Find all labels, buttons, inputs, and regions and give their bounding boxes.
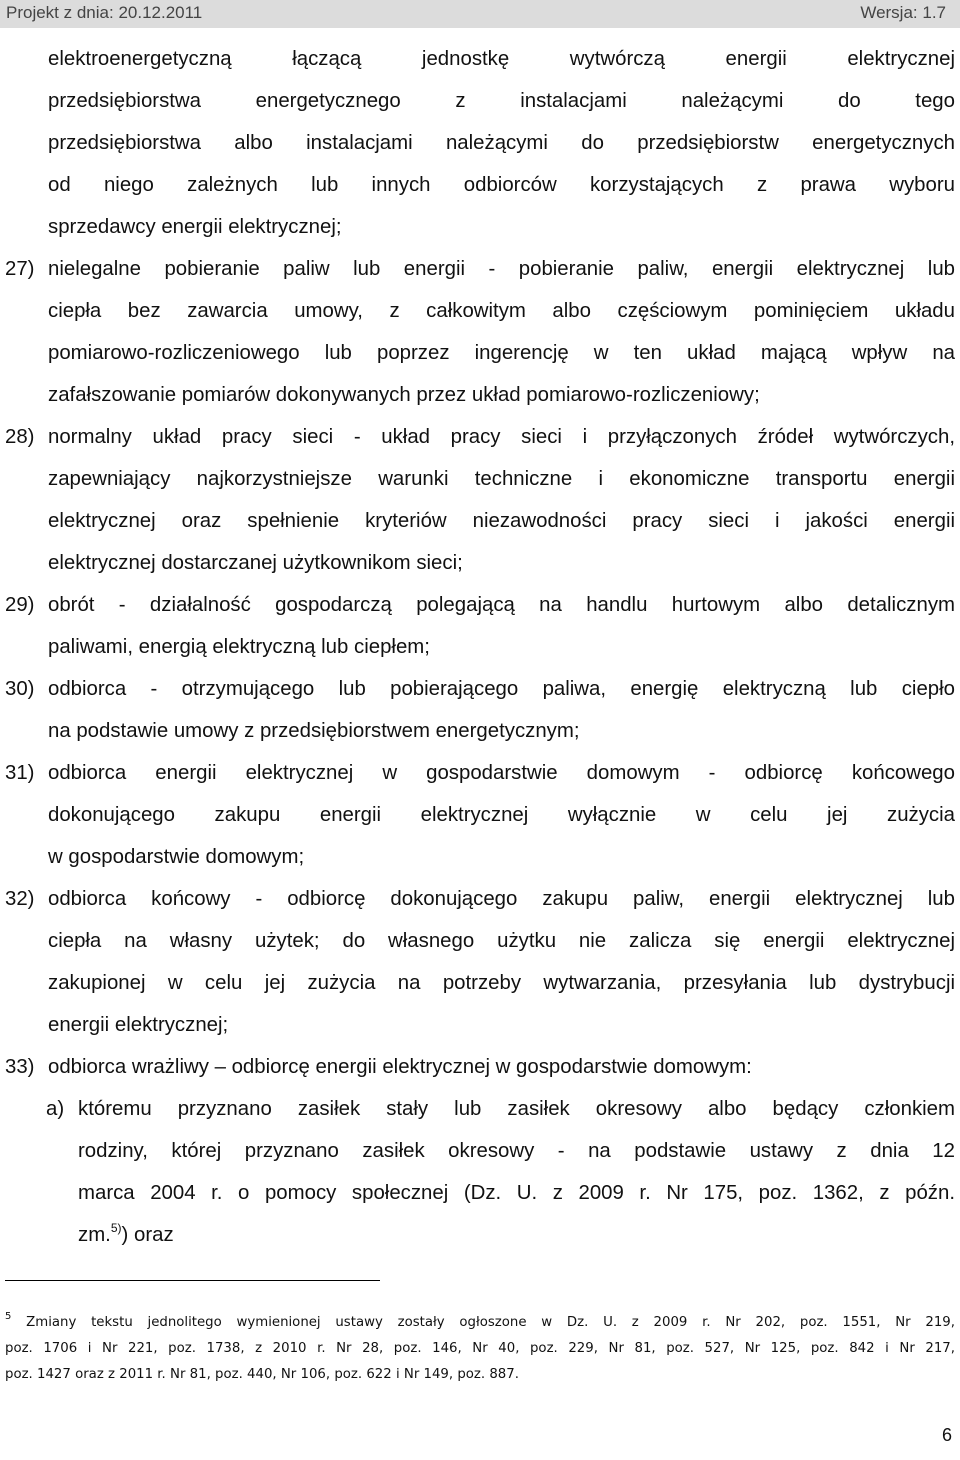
item-number: 33) [5,1056,35,1078]
definition-item-30: 30) odbiorca - otrzymującego lub pobierającego paliwa, energię elektryczną lub ciepło [0,668,960,710]
item-number: 32) [5,888,35,910]
text-line: zm.$^{5)}$) oraz [78,1221,174,1246]
footnote-separator [5,1280,380,1281]
footnote-marker: 5 [5,1311,12,1322]
header-version: Wersja: 1.7 [860,3,946,22]
definition-item-32: 32) odbiorca końcowy - odbiorcę dokonującego zakupu paliw, energii elektrycznej lub [0,878,960,920]
definition-item-28: 28) normalny układ pracy sieci - układ pracy sieci i przyłączonych źródeł wytwórczych, [0,416,960,458]
text-line: elektroenergetyczną łączącą jednostkę wytwórczą energii elektrycznej [48,48,955,70]
text-line: na podstawie umowy z przedsiębiorstwem energetycznym; [48,720,580,742]
item-number: 29) [5,594,35,616]
footnote-line: $^5$ Zmiany tekstu jednolitego wymienionej ustawy zostały ogłoszone w Dz. U. z 2009 r. Nr 202, poz. 1551, Nr 219, [5,1311,955,1330]
text-line: dokonującego zakupu energii elektrycznej wyłącznie w celu jej zużycia [48,804,955,826]
text-line: ciepła na własny użytek; do własnego użytku nie zalicza się energii elektrycznej [48,930,955,952]
text-line: elektrycznej dostarczanej użytkownikom sieci; [48,552,463,574]
text-line: sprzedawcy energii elektrycznej; [48,216,342,238]
document-body [0,38,960,1256]
footnote-line: poz. 1427 oraz z 2011 r. Nr 81, poz. 440, Nr 106, poz. 622 i Nr 149, poz. 887. [5,1367,519,1382]
item-number: 28) [5,426,35,448]
text-line: rodziny, której przyznano zasiłek okresowy - na podstawie ustawy z dnia 12 [78,1140,955,1162]
text-line: w gospodarstwie domowym; [48,846,305,868]
text-line: paliwami, energią elektryczną lub ciepłem; [48,636,430,658]
text-line: zapewniający najkorzystniejsze warunki techniczne i ekonomiczne transportu energii [48,468,955,490]
text-line: przedsiębiorstwa energetycznego z instalacjami należącymi do tego [48,90,955,112]
item-number: 27) [5,258,35,280]
header-project-date: Projekt z dnia: 20.12.2011 [6,3,203,22]
text-line: marca 2004 r. o pomocy społecznej (Dz. U. z 2009 r. Nr 175, poz. 1362, z późn. [78,1182,955,1204]
footnote-reference[interactable]: 5) [110,1221,122,1235]
subitem-a: a) któremu przyznano zasiłek stały lub zasiłek okresowy albo będący członkiem [0,1088,960,1130]
page-number: 6 [941,1425,952,1445]
item-number: 30) [5,678,35,700]
text-line: energii elektrycznej; [48,1014,229,1036]
item-number: 31) [5,762,35,784]
text-line: pomiarowo-rozliczeniowego lub poprzez ingerencję w ten układ mającą wpływ na [48,342,955,364]
page-header [0,0,960,28]
text-line: elektrycznej oraz spełnienie kryteriów niezawodności pracy sieci i jakości energii [48,510,955,532]
text-line: przedsiębiorstwa albo instalacjami należącymi do przedsiębiorstw energetycznych [48,132,955,154]
text-line: zakupionej w celu jej zużycia na potrzeby wytwarzania, przesyłania lub dystrybucji [48,972,955,994]
text-line: od niego zależnych lub innych odbiorców korzystających z prawa wyboru [48,174,955,196]
text-line: ciepła bez zawarcia umowy, z całkowitym albo częściowym pominięciem układu [48,300,955,322]
subitem-letter: a) [46,1098,65,1120]
definition-item-27: 27) nielegalne pobieranie paliw lub energii - pobieranie paliw, energii elektrycznej lub [0,248,960,290]
definition-item-31: 31) odbiorca energii elektrycznej w gospodarstwie domowym - odbiorcę końcowego [0,752,960,794]
footnote-line: poz. 1706 i Nr 221, poz. 1738, z 2010 r. Nr 28, poz. 146, Nr 40, poz. 229, Nr 81, poz. 527, Nr 125, poz. 842 i Nr 217, [5,1341,955,1356]
footnotes [5,1310,955,1388]
definition-item-29: 29) obrót - działalność gospodarczą polegającą na handlu hurtowym albo detalicznym [0,584,960,626]
text-line: zafałszowanie pomiarów dokonywanych przez układ pomiarowo-rozliczeniowy; [48,384,760,406]
definition-item-33: 33) odbiorca wrażliwy – odbiorcę energii elektrycznej w gospodarstwie domowym: [0,1046,960,1088]
